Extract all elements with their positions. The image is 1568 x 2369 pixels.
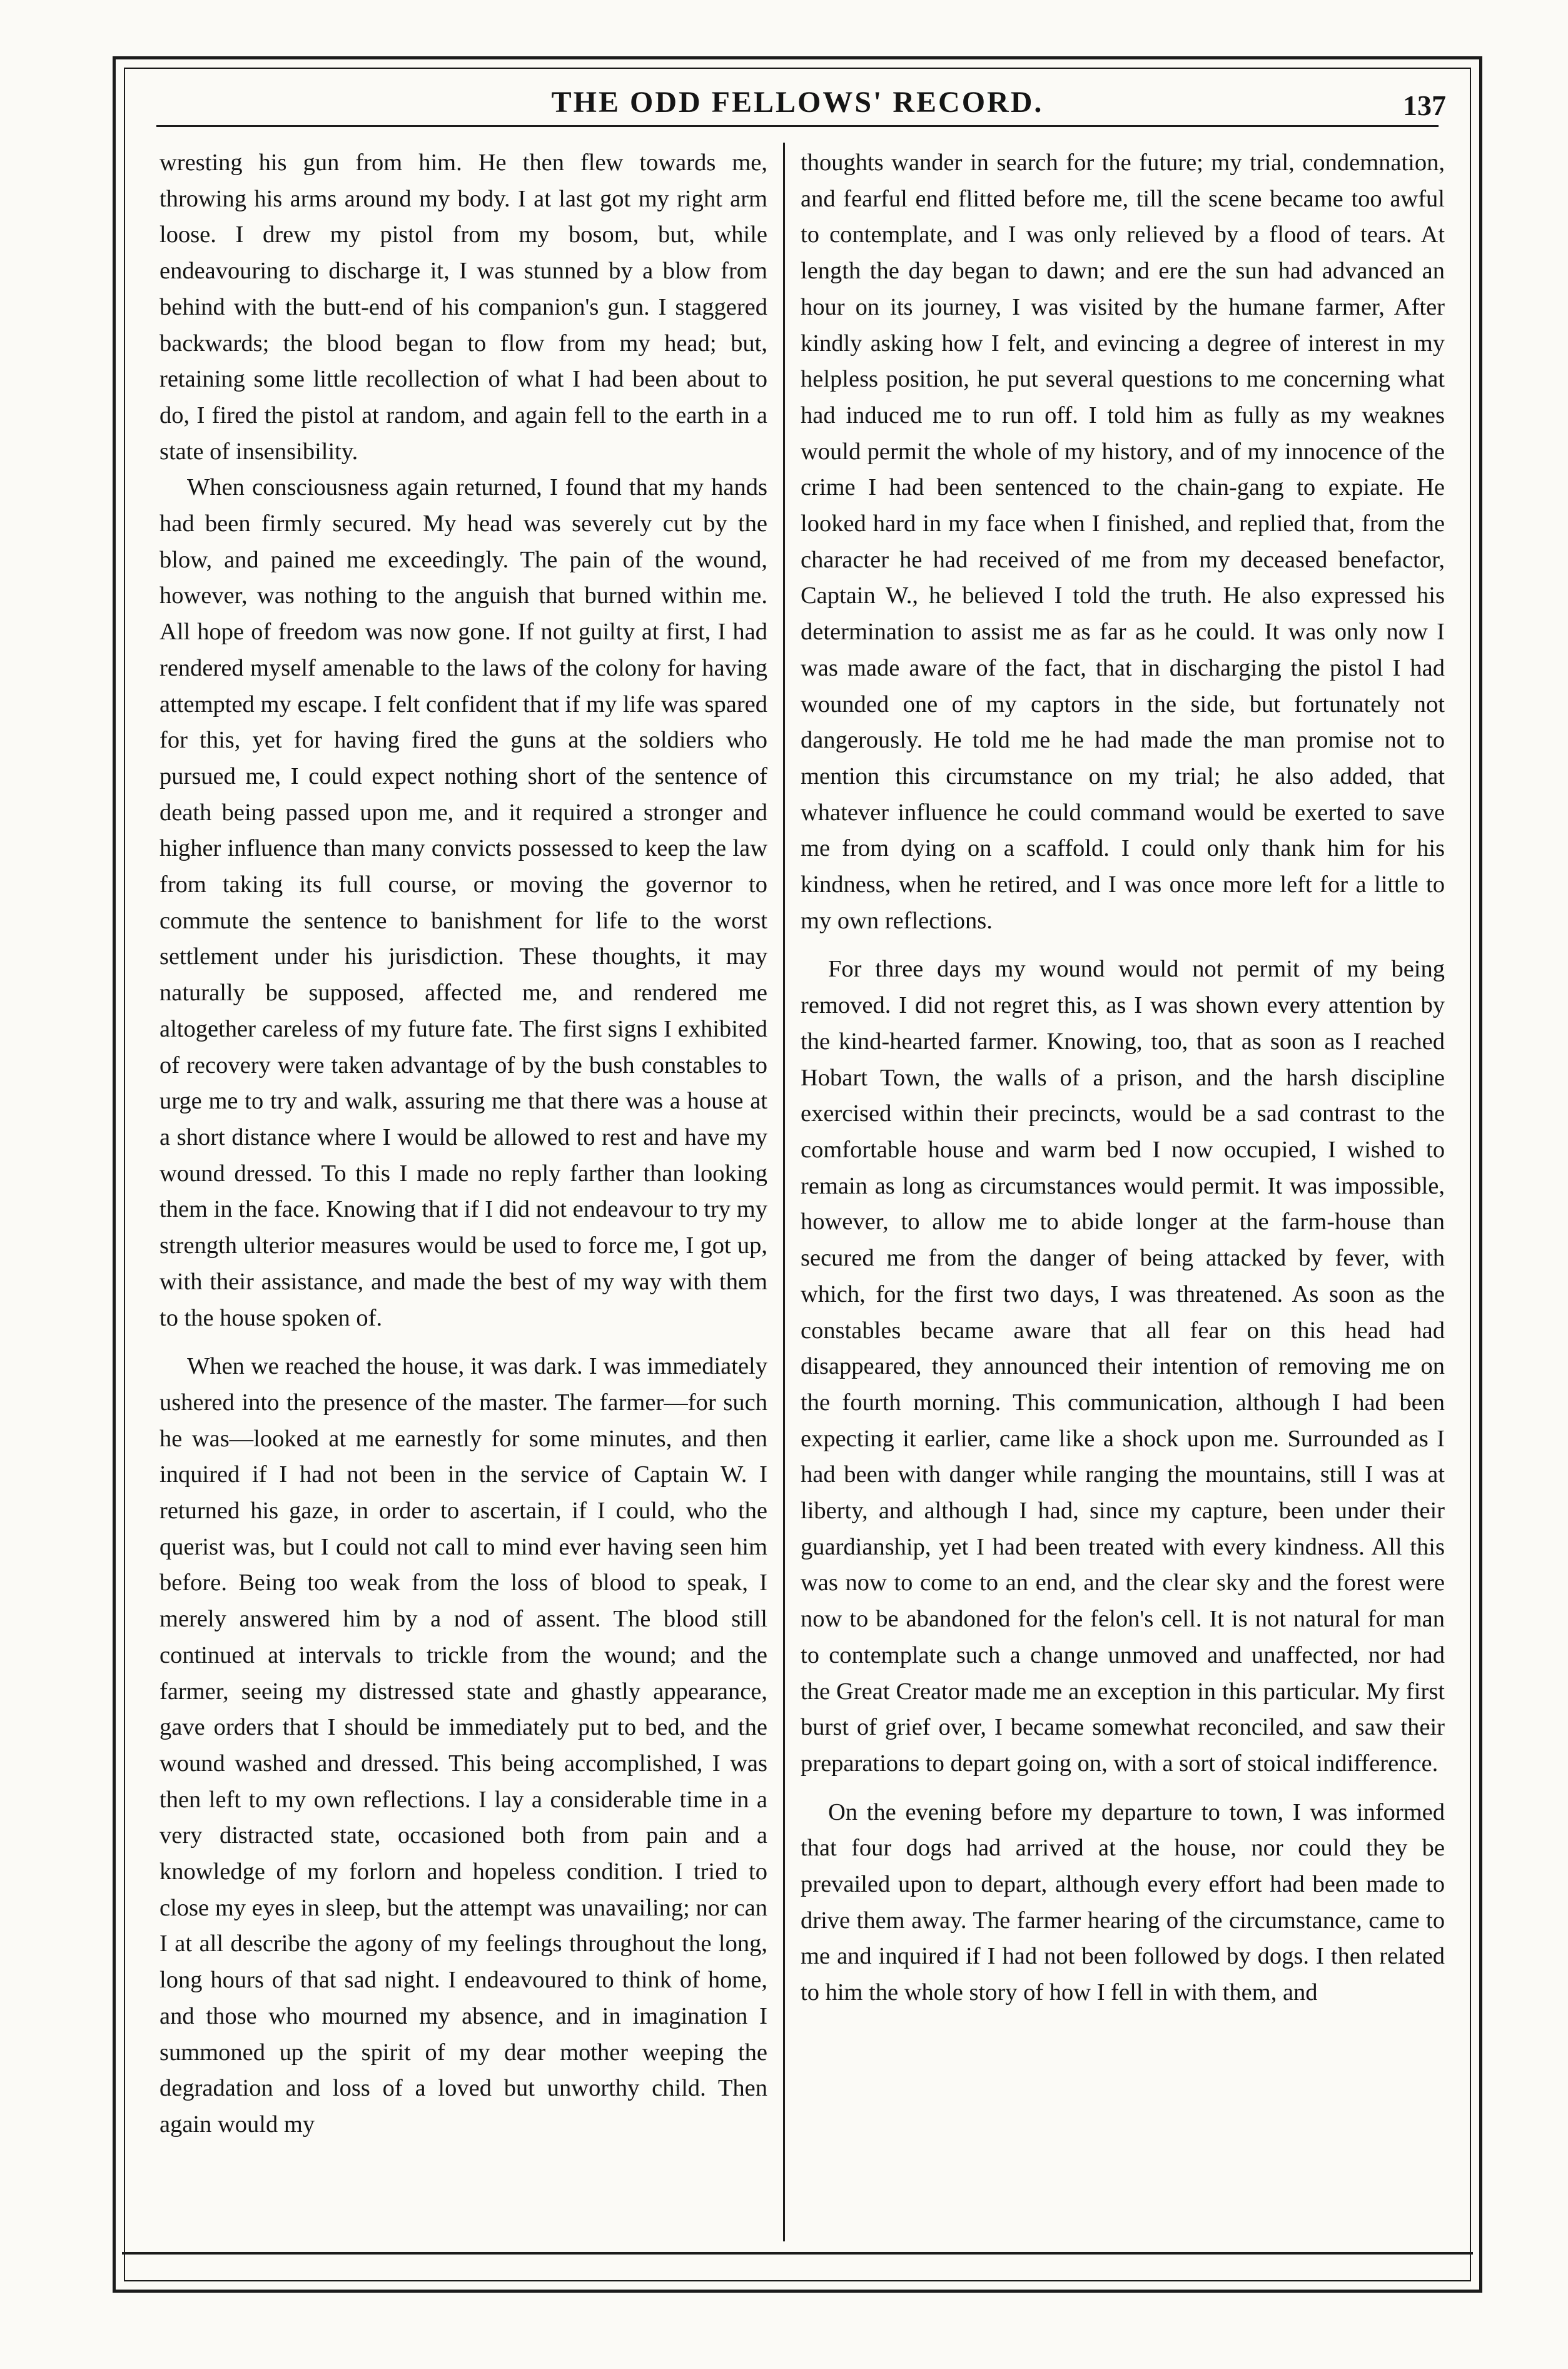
running-header (124, 81, 1471, 131)
paragraph: wresting his gun from him. He then flew towards me, throwing his arms around my body. I at last got my right arm loose. I drew my pistol from my bosom, but, while endeavouring to discharge it, I was stunned by a blow from behind with the butt-end of his companion's gun. I staggered backwards; the blood began to flow from my head; but, retaining some little recollection of what I had been about to do, I fired the pistol at random, and again fell to the earth in a state of insensibility. (159, 150, 767, 465)
bottom-rule (122, 2252, 1473, 2255)
paragraph: For three days my wound would not permit of my being removed. I did not regret this, as I was shown every attention by the kind-hearted farmer. Knowing, too, that as soon as I reached Hobart Town, the walls of a prison, and the harsh discipline exercised within their precincts, would be a sad contrast to the comfortable house and warm bed I now occupied, I wished to remain as long as circumstances would permit. It was impossible, however, to allow me to abide longer at the farm-house than secured me from the danger of being attacked by fever, with which, for the first two days, I was threatened. As soon as the constables became aware that all fear on this head had disappeared, they announced their intention of removing me on the fourth morning. This communication, although I had been expecting it earlier, came like a shock upon me. Surrounded as I had been with danger while ranging the mountains, still I was at liberty, and although I had, since my capture, been under their guardianship, yet I had been treated with every kindness. All this was now to come to an end, and the clear sky and the forest were now to be abandoned for the felon's cell. It is not natural for man to contemplate such a change unmoved and unaffected, nor had the Great Creator made me an exception in this particular. My first burst of grief over, I became somewhat reconciled, and saw their preparations to depart going on, with a sort of stoical indifference. (801, 956, 1445, 1777)
page-number: 137 (1403, 89, 1446, 121)
paragraph: On the evening before my departure to town, I was informed that four dogs had arrived at the house, nor could they be prevailed upon to depart, although every effort had been made to drive them away. The farmer hearing of the circumstance, came to me and inquired if I had not been followed by dogs. I then related to him the whole story of how I fell in with them, and (801, 1798, 1445, 2006)
header-rule (156, 125, 1439, 127)
column-divider (783, 143, 785, 2241)
paragraph: When consciousness again returned, I found that my hands had been firmly secured. My head was severely cut by the blow, and pained me exceedingly. The pain of the wound, however, was nothing to the anguish that burned within me. All hope of freedom was now gone. If not guilty at first, I had rendered myself amenable to the laws of the colony for having attempted my escape. I felt confident that if my life was spared for this, yet for having fired the guns at the soldiers who pursued me, I could expect nothing short of the sentence of death being passed upon me, and it required a stronger and higher influence than many convicts possessed to keep the law from taking its full course, or moving the governor to commute the sentence to banishment for life to the worst settlement under his jurisdiction. These thoughts, it may naturally be supposed, affected me, and rendered me altogether careless of my future fate. The first signs I exhibited of recovery were taken advantage of by the bush constables to urge me to try and walk, assuring me that there was a house at a short distance where I would be allowed to rest and have my wound dressed. To this I made no reply farther than looking them in the face. Knowing that if I did not endeavour to try my strength ulterior measures would be used to force me, I got up, with their assistance, and made the best of my way with them to the house spoken of. (159, 474, 767, 1331)
right-column (801, 145, 1445, 2238)
paragraph: thoughts wander in search for the future; my trial, condemnation, and fearful end flitted before me, till the scene became too awful to contemplate, and I was only relieved by a flood of tears. At length the day began to dawn; and ere the sun had advanced an hour on its journey, I was visited by the humane farmer, After kindly asking how I felt, and evincing a degree of interest in my helpless position, he put several questions to me concerning what had induced me to run off. I told him as fully as my weaknes would permit the whole of my history, and of my innocence of the crime I had been sentenced to the chain-gang to expiate. He looked hard in my face when I finished, and replied that, from the character he had received of me from my deceased benefactor, Captain W., he believed I told the truth. He also expressed his determination to assist me as far as he could. It was only now I was made aware of the fact, that in discharging the pistol I had wounded one of my captors in the side, but fortunately not dangerously. He told me he had made the man promise not to mention this circumstance on my trial; he also added, that whatever influence he could command would be exerted to save me from dying on a scaffold. I could only thank him for his kindness, when he retired, and I was once more left for a little to my own reflections. (801, 150, 1445, 934)
journal-title: THE ODD FELLOWS' RECORD. (551, 86, 1044, 119)
left-column (159, 145, 767, 2238)
paragraph: When we reached the house, it was dark. I was immediately ushered into the presence of the master. The farmer—for such he was—looked at me earnestly for some minutes, and then inquired if I had not been in the service of Captain W. I returned his gaze, in order to ascertain, if I could, who the querist was, but I could not call to mind ever having seen him before. Being too weak from the loss of blood to speak, I merely answered him by a nod of assent. The blood still continued at intervals to trickle from the wound; and the farmer, seeing my distressed state and ghastly appearance, gave orders that I should be immediately put to bed, and the wound washed and dressed. This being accomplished, I was then left to my own reflections. I lay a considerable time in a very distracted state, occasioned both from pain and a knowledge of my forlorn and hopeless condition. I tried to close my eyes in sleep, but the attempt was unavailing; nor can I at all describe the agony of my feelings throughout the long, long hours of that sad night. I endeavoured to think of home, and those who mourned my absence, and in imagination I summoned up the spirit of my dear mother weeping the degradation and loss of a loved but unworthy child. Then again would my (159, 1353, 767, 2138)
